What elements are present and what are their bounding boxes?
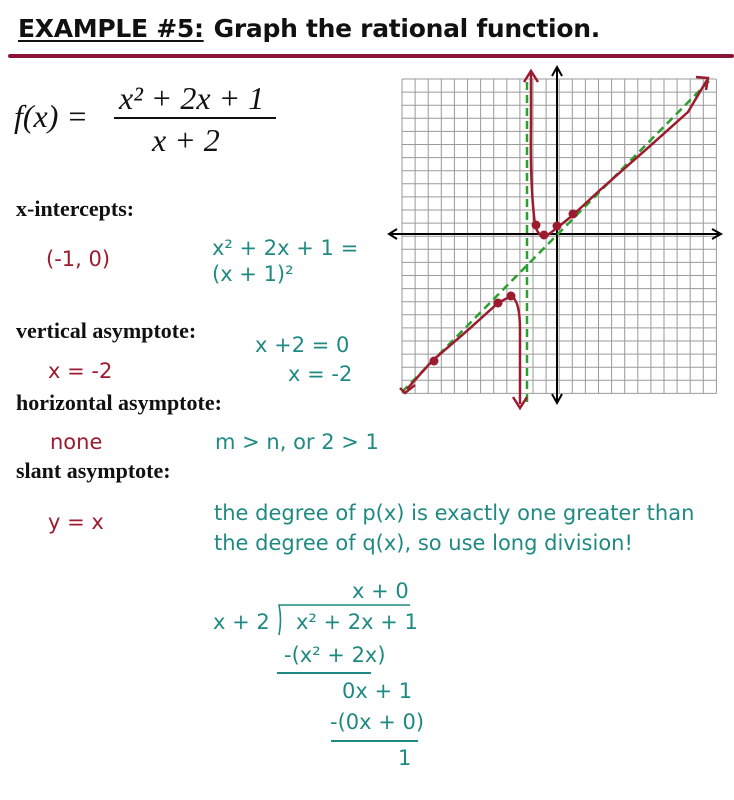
x-intercepts-work-2: (x + 1)² bbox=[212, 262, 294, 286]
division-dividend: x² + 2x + 1 bbox=[296, 610, 418, 634]
example-label: EXAMPLE #5: bbox=[18, 14, 204, 43]
division-remainder-1: 0x + 1 bbox=[342, 679, 413, 703]
point-marker bbox=[540, 231, 549, 240]
division-subtract-1: -(x² + 2x) bbox=[284, 643, 386, 667]
horizontal-asymptote-work: m > n, or 2 > 1 bbox=[215, 430, 379, 454]
vertical-asymptote-work-2: x = -2 bbox=[288, 362, 353, 386]
slant-asymptote-answer: y = x bbox=[48, 510, 104, 534]
division-quotient: x + 0 bbox=[352, 579, 409, 603]
horizontal-asymptote-answer: none bbox=[50, 430, 103, 454]
point-marker bbox=[553, 222, 562, 231]
graph-axes bbox=[389, 67, 721, 403]
x-intercepts-answer: (-1, 0) bbox=[46, 247, 111, 271]
x-intercepts-work-1: x² + 2x + 1 = bbox=[212, 236, 359, 260]
slant-note-2: the degree of q(x), so use long division! bbox=[214, 531, 633, 555]
point-marker bbox=[494, 299, 503, 308]
division-subtract-2: -(0x + 0) bbox=[330, 710, 425, 734]
function-name: f(x) = bbox=[14, 98, 88, 134]
vertical-asymptote-work-1: x +2 = 0 bbox=[255, 333, 350, 357]
point-marker bbox=[532, 221, 541, 230]
horizontal-asymptote-heading: horizontal asymptote: bbox=[16, 390, 222, 415]
vertical-asymptote-heading: vertical asymptote: bbox=[16, 318, 197, 343]
division-final-remainder: 1 bbox=[398, 746, 412, 770]
example-title: Graph the rational function. bbox=[213, 14, 600, 43]
slant-note-1: the degree of p(x) is exactly one greater than bbox=[214, 501, 695, 525]
x-intercepts-heading: x-intercepts: bbox=[16, 196, 135, 221]
point-marker bbox=[569, 210, 578, 219]
function-denominator: x + 2 bbox=[152, 122, 220, 158]
point-marker bbox=[430, 357, 439, 366]
left-branch-curve bbox=[407, 296, 520, 404]
point-marker bbox=[507, 292, 516, 301]
division-divisor: x + 2 bbox=[213, 610, 270, 634]
function-numerator: x² + 2x + 1 bbox=[119, 80, 265, 116]
vertical-asymptote-answer: x = -2 bbox=[48, 359, 113, 383]
slant-asymptote-heading: slant asymptote: bbox=[16, 458, 171, 483]
